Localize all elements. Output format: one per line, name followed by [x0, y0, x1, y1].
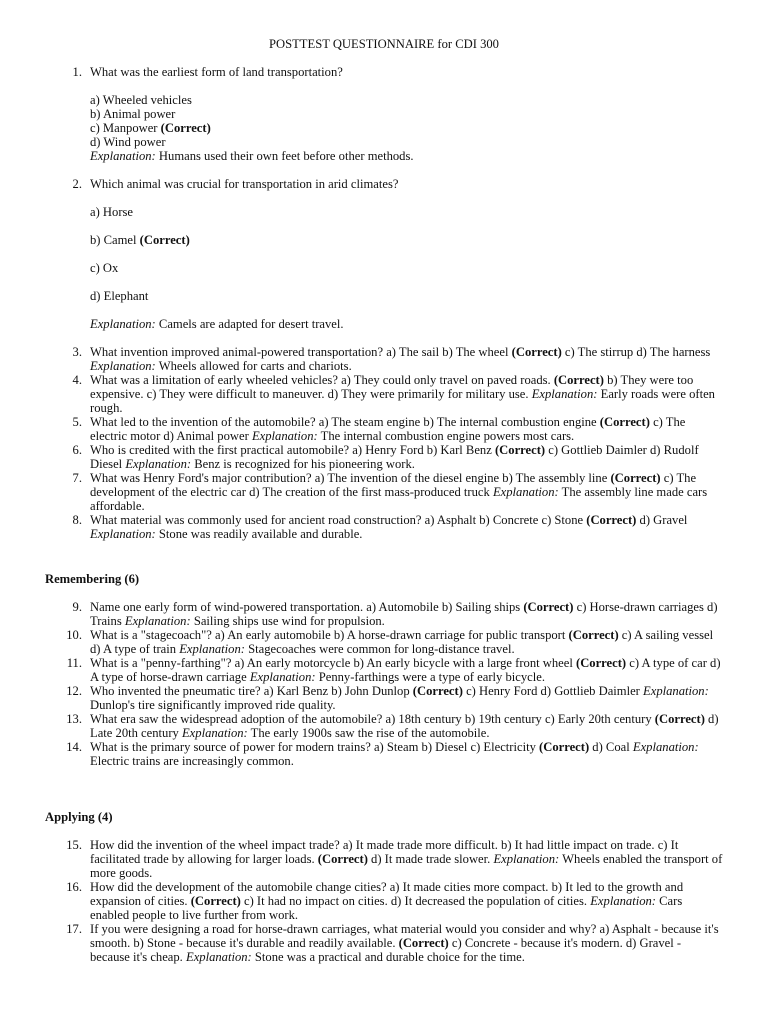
question-number: 14.: [66, 740, 82, 754]
question-number: 2.: [72, 177, 82, 191]
question-text: What was the earliest form of land transportation?: [90, 65, 343, 79]
correct-tag: (Correct): [412, 684, 463, 698]
option-a: a) Horse: [90, 205, 134, 219]
correct-tag: (Correct): [586, 513, 637, 527]
question-8: 8. What material was commonly used for ancient road construction? a) Asphalt b) Concrete c) Stone (Correct) d) Gravel Explanation: Stone was readily available and durable.: [0, 513, 768, 541]
question-5: 5. What led to the invention of the automobile? a) The steam engine b) The internal combustion engine (Correct) c) The electric motor d) Animal power Explanation: The internal combustion engine powers most cars.: [0, 415, 768, 443]
spacer: [0, 79, 768, 93]
question-text: Which animal was crucial for transportation in arid climates?: [90, 177, 399, 191]
question-number: 11.: [66, 656, 82, 670]
question-number: 7.: [72, 471, 82, 485]
correct-tag: (Correct): [654, 712, 705, 726]
question-list-1: [0, 65, 768, 541]
question-number: 4.: [72, 373, 82, 387]
correct-tag: (Correct): [398, 936, 449, 950]
question-15: 15. How did the invention of the wheel impact trade? a) It made trade more difficult. b) It had little impact on trade. c) It facilitated trade by allowing for larger loads. (Correct) d) It made trade slower. Explanation: Wheels enabled the transport of more goods.: [0, 838, 768, 880]
section-heading-remembering: Remembering (6): [45, 572, 140, 586]
option-a: a) Wheeled vehicles: [90, 93, 192, 107]
spacer: [0, 191, 768, 205]
explanation: Explanation: Humans used their own feet before other methods.: [90, 149, 414, 163]
spacer: [0, 331, 768, 345]
question-12: 12. Who invented the pneumatic tire? a) Karl Benz b) John Dunlop (Correct) c) Henry Ford d) Gottlieb Daimler Explanation: Dunlop's tire significantly improved ride quality.: [0, 684, 768, 712]
question-list-2: [0, 600, 768, 768]
question-17: 17. If you were designing a road for horse-drawn carriages, what material would you consider and why? a) Asphalt - because it's smooth. b) Stone - because it's durable and readily available. (Correct) c) Concrete - because it's modern. d) Gravel - because it's cheap. Explanation: Stone was a practical and durable choice for the time.: [0, 922, 768, 964]
option-c: c) Manpower (Correct): [90, 121, 211, 135]
option-d: d) Wind power: [90, 135, 166, 149]
question-number: 10.: [66, 628, 82, 642]
page-title: POSTTEST QUESTIONNAIRE for CDI 300: [269, 37, 499, 51]
spacer: [0, 163, 768, 177]
question-11: 11. What is a "penny-farthing"? a) An early motorcycle b) An early bicycle with a large front wheel (Correct) c) A type of car d) A type of horse-drawn carriage Explanation: Penny-farthings were a type of early bicycle.: [0, 656, 768, 684]
correct-tag: (Correct): [539, 740, 590, 754]
question-2: [0, 177, 768, 191]
correct-tag: (Correct): [160, 121, 211, 135]
question-10: 10. What is a "stagecoach"? a) An early automobile b) A horse-drawn carriage for public transport (Correct) c) A sailing vessel d) A type of train Explanation: Stagecoaches were common for long-distance travel.: [0, 628, 768, 656]
correct-tag: (Correct): [610, 471, 661, 485]
question-7: 7. What was Henry Ford's major contribution? a) The invention of the diesel engine b) The assembly line (Correct) c) The development of the electric car d) The creation of the first mass-produced truck Explanation: The assembly line made cars affordable.: [0, 471, 768, 513]
spacer: [0, 275, 768, 289]
correct-tag: (Correct): [568, 628, 619, 642]
question-16: 16. How did the development of the automobile change cities? a) It made cities more compact. b) It led to the growth and expansion of cities. (Correct) c) It had no impact on cities. d) It decreased the population of cities. Explanation: Cars enabled people to live further from work.: [0, 880, 768, 922]
spacer: [0, 247, 768, 261]
question-9: 9. Name one early form of wind-powered transportation. a) Automobile b) Sailing ships (Correct) c) Horse-drawn carriages d) Trains Explanation: Sailing ships use wind for propulsion.: [0, 600, 768, 628]
option-b: b) Camel (Correct): [90, 233, 190, 247]
question-1: [0, 65, 768, 79]
question-number: 15.: [66, 838, 82, 852]
question-number: 6.: [72, 443, 82, 457]
question-list-3: [0, 838, 768, 964]
question-number: 5.: [72, 415, 82, 429]
question-13: 13. What era saw the widespread adoption of the automobile? a) 18th century b) 19th century c) Early 20th century (Correct) d) Late 20th century Explanation: The early 1900s saw the rise of the automobile.: [0, 712, 768, 740]
correct-tag: (Correct): [576, 656, 627, 670]
question-number: 8.: [72, 513, 82, 527]
section-heading-applying: Applying (4): [45, 810, 113, 824]
question-number: 3.: [72, 345, 82, 359]
question-number: 1.: [72, 65, 82, 79]
correct-tag: (Correct): [190, 894, 241, 908]
correct-tag: (Correct): [523, 600, 574, 614]
question-6: 6. Who is credited with the first practical automobile? a) Henry Ford b) Karl Benz (Correct) c) Gottlieb Daimler d) Rudolf Diesel Explanation: Benz is recognized for his pioneering work.: [0, 443, 768, 471]
question-4: 4. What was a limitation of early wheeled vehicles? a) They could only travel on paved roads. (Correct) b) They were too expensive. c) They were difficult to maneuver. d) They were primarily for military use. Explanation: Early roads were often rough.: [0, 373, 768, 415]
question-number: 13.: [66, 712, 82, 726]
option-b: b) Animal power: [90, 107, 176, 121]
question-number: 16.: [66, 880, 82, 894]
question-number: 17.: [66, 922, 82, 936]
spacer: [0, 219, 768, 233]
question-14: 14. What is the primary source of power for modern trains? a) Steam b) Diesel c) Electricity (Correct) d) Coal Explanation: Electric trains are increasingly common.: [0, 740, 768, 768]
option-d: d) Elephant: [90, 289, 149, 303]
question-number: 12.: [66, 684, 82, 698]
correct-tag: (Correct): [139, 233, 190, 247]
correct-tag: (Correct): [494, 443, 546, 457]
correct-tag: (Correct): [511, 345, 562, 359]
question-3: 3. What invention improved animal-powered transportation? a) The sail b) The wheel (Correct) c) The stirrup d) The harness Explanation: Wheels allowed for carts and chariots.: [0, 345, 768, 373]
correct-tag: (Correct): [553, 373, 604, 387]
option-c: c) Ox: [90, 261, 119, 275]
correct-tag: (Correct): [599, 415, 650, 429]
question-number: 9.: [72, 600, 82, 614]
correct-tag: (Correct): [317, 852, 368, 866]
spacer: [0, 303, 768, 317]
explanation: Explanation: Camels are adapted for desert travel.: [90, 317, 344, 331]
